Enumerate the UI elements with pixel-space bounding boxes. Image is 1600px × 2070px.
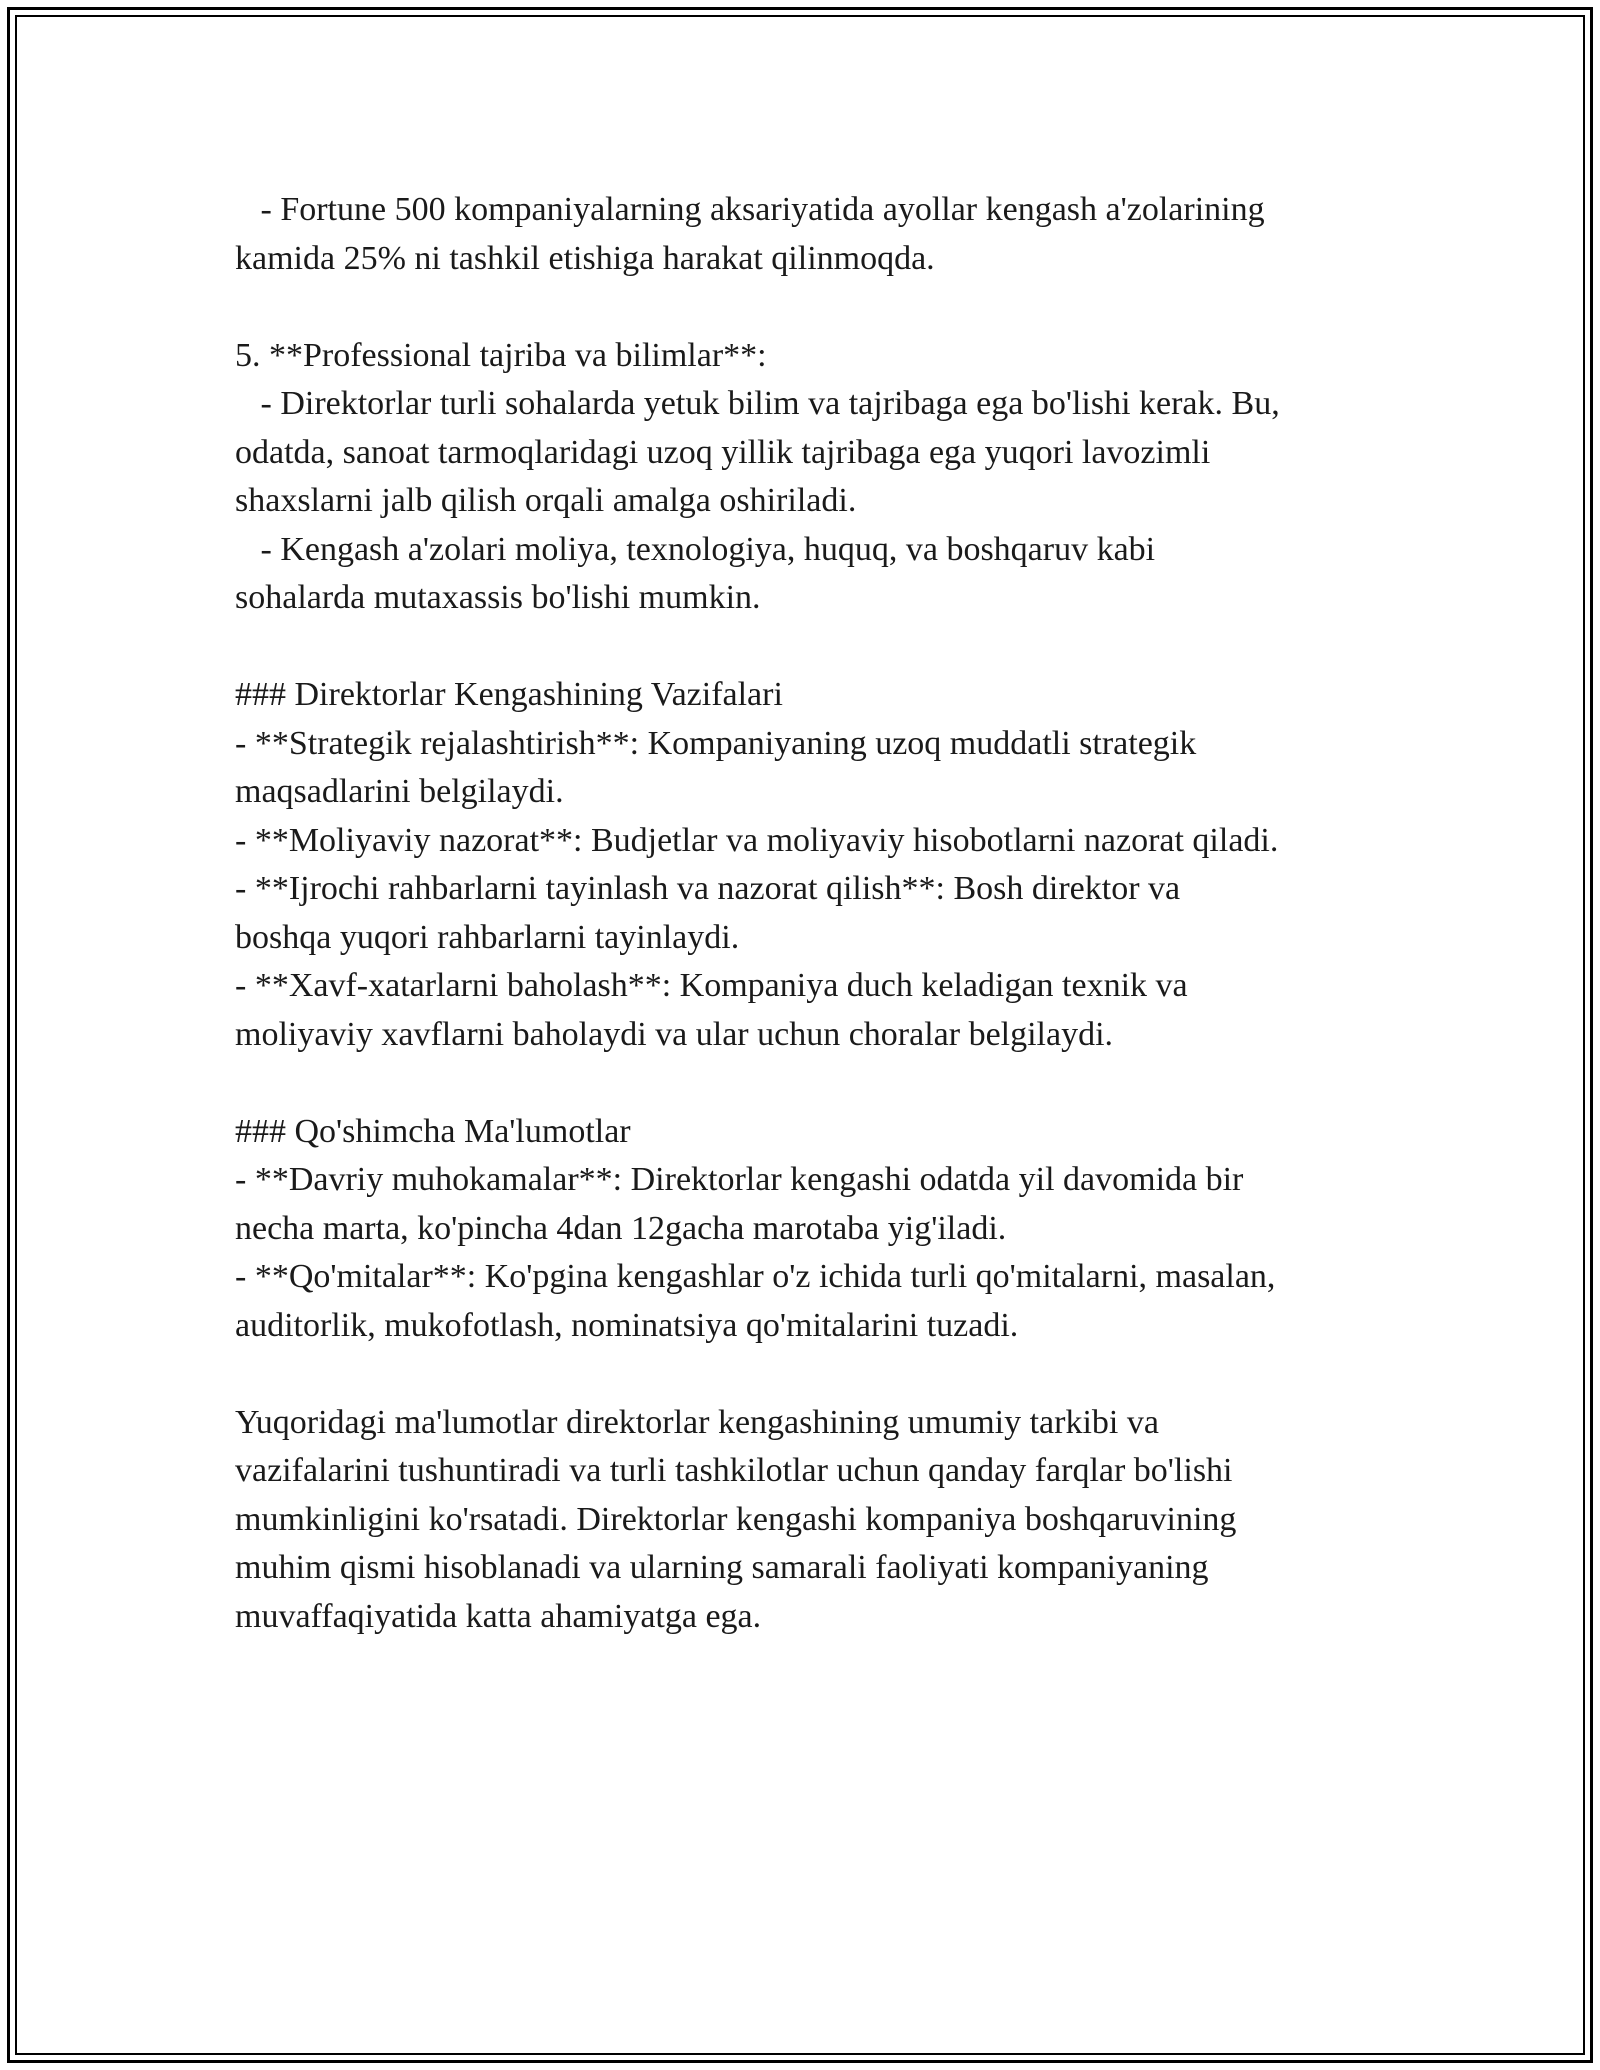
blank-line xyxy=(235,1059,1375,1108)
text-line: - Fortune 500 kompaniyalarning aksariyatida ayollar kengash a'zolarining xyxy=(235,191,1265,228)
text-line: ### Direktorlar Kengashining Vazifalari xyxy=(235,676,783,713)
text-line: sohalarda mutaxassis bo'lishi mumkin. xyxy=(235,579,761,616)
text-line: muhim qismi hisoblanadi va ularning samarali faoliyati kompaniyaning xyxy=(235,1549,1209,1586)
blank-line xyxy=(235,1350,1375,1399)
document-body xyxy=(235,186,1375,1641)
text-line: - **Ijrochi rahbarlarni tayinlash va nazorat qilish**: Bosh direktor va xyxy=(235,870,1181,907)
blank-line xyxy=(235,623,1375,672)
text-line: shaxslarni jalb qilish orqali amalga oshiriladi. xyxy=(235,482,857,519)
text-line: maqsadlarini belgilaydi. xyxy=(235,773,564,810)
text-line: kamida 25% ni tashkil etishiga harakat qilinmoqda. xyxy=(235,239,935,277)
blank-line xyxy=(235,283,1375,332)
text-line: - **Qo'mitalar**: Ko'pgina kengashlar o'z ichida turli qo'mitalarni, masalan, xyxy=(235,1258,1276,1295)
text-line: - Kengash a'zolari moliya, texnologiya, huquq, va boshqaruv kabi xyxy=(235,530,1156,568)
text-line: odatda, sanoat tarmoqlaridagi uzoq yillik tajribaga ega yuqori lavozimli xyxy=(235,433,1211,471)
text-line: necha marta, ko'pincha 4dan 12gacha marotaba yig'iladi. xyxy=(235,1209,1007,1247)
text-line: auditorlik, mukofotlash, nominatsiya qo'mitalarini tuzadi. xyxy=(235,1306,1019,1344)
text-line: boshqa yuqori rahbarlarni tayinlaydi. xyxy=(235,918,740,956)
text-line: vazifalarini tushuntiradi va turli tashkilotlar uchun qanday farqlar bo'lishi xyxy=(235,1452,1233,1489)
text-line: Yuqoridagi ma'lumotlar direktorlar kengashining umumiy tarkibi va xyxy=(235,1403,1159,1441)
text-line: - **Xavf-xatarlarni baholash**: Kompaniya duch keladigan texnik va xyxy=(235,967,1188,1004)
text-line: muvaffaqiyatida katta ahamiyatga ega. xyxy=(235,1597,762,1635)
text-line: ### Qo'shimcha Ma'lumotlar xyxy=(235,1112,631,1150)
text-line: - **Strategik rejalashtirish**: Kompaniyaning uzoq muddatli strategik xyxy=(235,724,1197,762)
text-line: - Direktorlar turli sohalarda yetuk bilim va tajribaga ega bo'lishi kerak. Bu, xyxy=(235,385,1280,422)
text-line: - **Moliyaviy nazorat**: Budjetlar va moliyaviy hisobotlarni nazorat qiladi. xyxy=(235,821,1279,859)
text-line: 5. **Professional tajriba va bilimlar**: xyxy=(235,336,767,374)
text-line: moliyaviy xavflarni baholaydi va ular uchun choralar belgilaydi. xyxy=(235,1015,1114,1053)
text-line: mumkinligini ko'rsatadi. Direktorlar kengashi kompaniya boshqaruvining xyxy=(235,1500,1237,1538)
text-line: - **Davriy muhokamalar**: Direktorlar kengashi odatda yil davomida bir xyxy=(235,1161,1244,1198)
